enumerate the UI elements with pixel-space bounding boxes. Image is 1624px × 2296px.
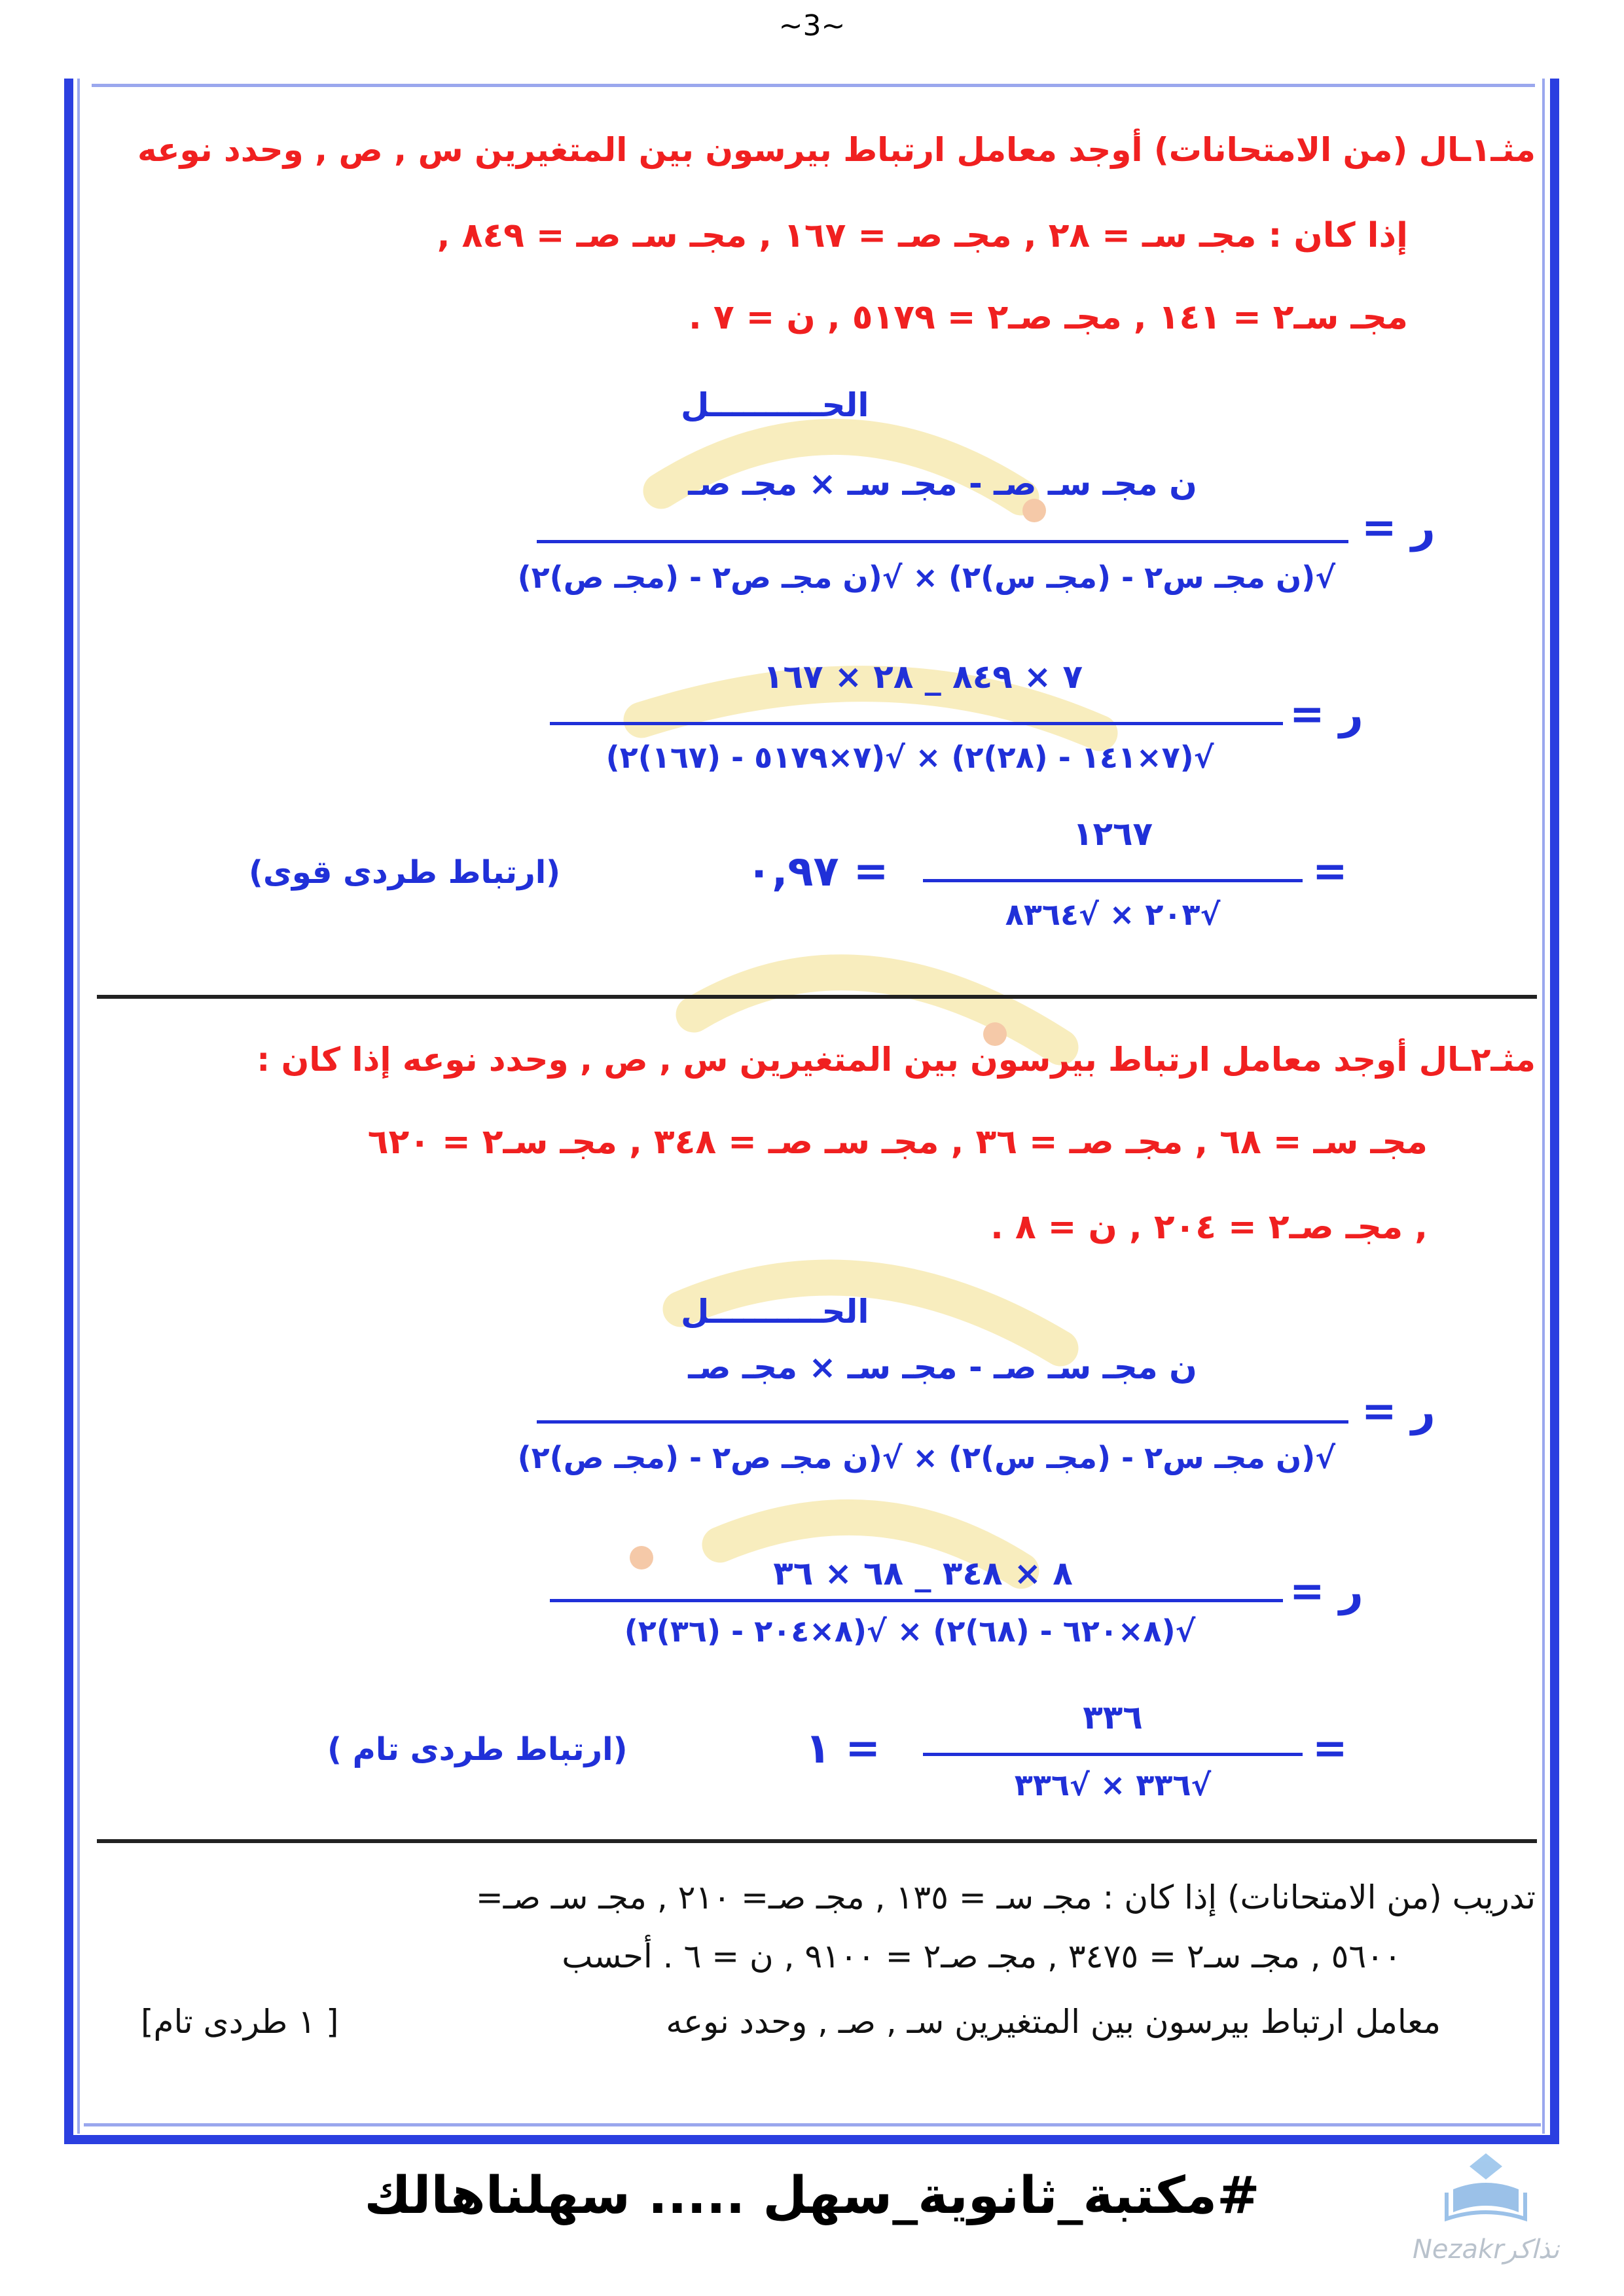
section-divider-2 — [97, 1839, 1537, 1843]
frame-left-inner — [77, 79, 80, 2134]
example2-given-line1: مجـ سـ = ٦٨ , مجـ صـ = ٣٦ , مجـ سـ صـ = ٣٤٨ , مجـ سـ٢ = ٦٢٠ — [367, 1122, 1428, 1162]
example1-step2-lhs: ر = — [1290, 691, 1363, 739]
example2-result: = ١ — [805, 1725, 880, 1773]
example1-given-line1: إذا كان : مجـ سـ = ٢٨ , مجـ صـ = ١٦٧ , مجـ سـ صـ = ٨٤٩ , — [437, 216, 1408, 255]
example2-step3-fraction-bar — [923, 1753, 1303, 1756]
example2-solution-label: الحــــــــــل — [681, 1293, 869, 1331]
example2-heading: مثـ٢ـال أوجد معامل ارتباط بيرسون بين المتغيرين س , ص , وحدد نوعه إذا كان : — [257, 1041, 1536, 1079]
example2-step2-fraction-bar — [550, 1599, 1283, 1602]
example2-step2-numerator: ٨ × ٣٤٨ _ ٦٨ × ٣٦ — [773, 1554, 1073, 1592]
footer-hashtag: #مكتبة_ثانوية_سهل ..... سهلناهالك — [364, 2166, 1260, 2225]
example1-formula-fraction-bar — [537, 540, 1348, 543]
example1-step2-numerator: ٧ × ٨٤٩ _ ٢٨ × ١٦٧ — [763, 658, 1083, 696]
example1-step3-fraction-bar — [923, 879, 1303, 882]
example1-step2-fraction-bar — [550, 722, 1283, 725]
example2-formula-numerator: ن مجـ سـ صـ - مجـ سـ × مجـ صـ — [688, 1348, 1197, 1386]
example2-step2-denominator: √(٨×٦٢٠ - (٦٨)٢) × √(٨×٢٠٤ - (٣٦)٢) — [624, 1613, 1196, 1649]
example1-formula-numerator: ن مجـ سـ صـ - مجـ سـ × مجـ صـ — [688, 465, 1197, 503]
example2-step3-eq: = — [1312, 1725, 1348, 1773]
frame-right-inner — [1542, 79, 1545, 2134]
example2-note: (ارتباط طردى تام ) — [327, 1731, 628, 1768]
nezakr-logo — [1388, 2127, 1584, 2278]
example1-formula-lhs: ر = — [1362, 504, 1435, 552]
example2-step3-numerator: ٣٣٦ — [1083, 1698, 1143, 1736]
frame-left — [64, 79, 73, 2144]
example1-given-line2: مجـ سـ٢ = ١٤١ , مجـ صـ٢ = ٥١٧٩ , ن = ٧ . — [689, 298, 1408, 337]
frame-bottom-inner — [84, 2123, 1541, 2126]
example2-step2-lhs: ر = — [1290, 1568, 1363, 1616]
page-number: ~3~ — [778, 9, 846, 43]
example1-formula-denominator: √(ن مجـ س٢ - (مجـ س)٢) × √(ن مجـ ص٢ - (مجـ ص)٢) — [517, 560, 1335, 595]
practice-line2: ٥٦٠٠ , مجـ سـ٢ = ٣٤٧٥ , مجـ صـ٢ = ٩١٠٠ , ن = ٦ . أحسب — [562, 1937, 1401, 1975]
practice-answer: [ ١ طردى تام] — [141, 2003, 339, 2041]
frame-right — [1550, 79, 1559, 2144]
example2-formula-denominator: √(ن مجـ س٢ - (مجـ س)٢) × √(ن مجـ ص٢ - (مجـ ص)٢) — [517, 1440, 1335, 1475]
practice-line3: معامل ارتباط بيرسون بين المتغيرين سـ , صـ , وحدد نوعه — [666, 2003, 1441, 2041]
example2-given-line2: , مجـ صـ٢ = ٢٠٤ , ن = ٨ . — [990, 1208, 1428, 1247]
example1-result: = ٠,٩٧ — [746, 848, 889, 896]
example2-formula-lhs: ر = — [1362, 1388, 1435, 1436]
example1-step2-denominator: √(٧×١٤١ - (٢٨)٢) × √(٧×٥١٧٩ - (١٦٧)٢) — [605, 740, 1214, 775]
example2-formula-fraction-bar — [537, 1420, 1348, 1424]
example1-solution-label: الحــــــــــل — [681, 386, 869, 424]
example1-step3-numerator: ١٢٦٧ — [1072, 815, 1153, 853]
nezakr-logo-text: Nezakr‏نذاكر — [1412, 2234, 1560, 2265]
example1-heading: مثـ١ـال (من الامتحانات) أوجد معامل ارتباط بيرسون بين المتغيرين س , ص , وحدد نوعه — [137, 131, 1536, 169]
example1-step3-denominator: √٢٠٣ × √٨٣٦٤ — [1005, 897, 1221, 932]
example1-step3-eq: = — [1312, 848, 1348, 896]
frame-top — [92, 84, 1535, 87]
example1-note: (ارتباط طردى قوى) — [249, 854, 561, 891]
section-divider-1 — [97, 995, 1537, 999]
practice-line1: تدريب (من الامتحانات) إذا كان : مجـ سـ = ١٣٥ , مجـ صـ= ٢١٠ , مجـ سـ صـ= — [475, 1878, 1536, 1916]
frame-bottom — [64, 2135, 1559, 2144]
example2-step3-denominator: √٣٣٦ × √٣٣٦ — [1014, 1767, 1212, 1803]
